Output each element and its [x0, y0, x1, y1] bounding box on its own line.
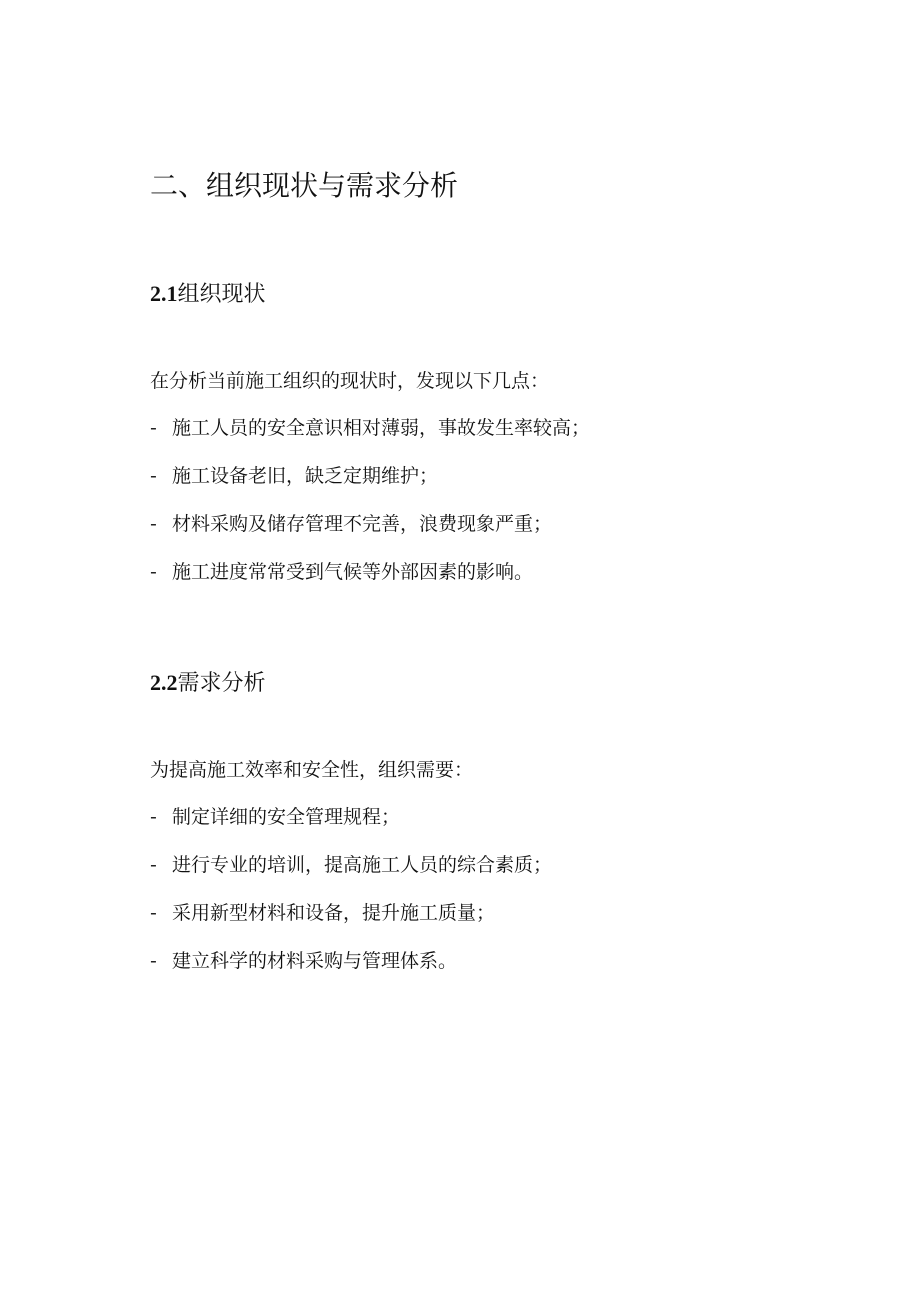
bullet-marker: -: [150, 465, 157, 487]
list-item: [150, 462, 590, 510]
list-item-text: 材料采购及储存管理不完善，浪费现象严重；: [172, 513, 553, 535]
section-heading-2-2: [150, 668, 266, 699]
section-intro: 为提高施工效率和安全性，组织需要：: [150, 759, 474, 781]
bullet-marker: -: [150, 561, 157, 583]
list-item: [150, 899, 552, 947]
list-item-text: 建立科学的材料采购与管理体系。: [172, 950, 458, 972]
status-list: [150, 414, 590, 606]
bullet-marker: -: [150, 950, 157, 972]
list-item-text: 进行专业的培训，提高施工人员的综合素质；: [172, 854, 553, 876]
bullet-marker: -: [150, 806, 157, 828]
list-item-text: 施工人员的安全意识相对薄弱，事故发生率较高；: [172, 417, 591, 439]
section-intro: 在分析当前施工组织的现状时，发现以下几点：: [150, 370, 550, 392]
chapter-title: 二、组织现状与需求分析: [150, 169, 459, 202]
list-item-text: 制定详细的安全管理规程；: [172, 806, 401, 828]
list-item: [150, 947, 552, 995]
needs-list: [150, 803, 552, 995]
list-item-text: 施工进度常常受到气候等外部因素的影响。: [172, 561, 534, 583]
section-heading-2-1: [150, 279, 266, 310]
list-item-text: 施工设备老旧，缺乏定期维护；: [172, 465, 439, 487]
bullet-marker: -: [150, 854, 157, 876]
list-item: [150, 558, 590, 606]
list-item: [150, 803, 552, 851]
bullet-marker: -: [150, 513, 157, 535]
bullet-marker: -: [150, 902, 157, 924]
section-number: 2.2: [150, 670, 178, 695]
list-item-text: 采用新型材料和设备，提升施工质量；: [172, 902, 496, 924]
list-item: [150, 414, 590, 462]
section-number: 2.1: [150, 281, 178, 306]
section-title: 需求分析: [177, 671, 266, 696]
section-title: 组织现状: [177, 282, 266, 307]
bullet-marker: -: [150, 417, 157, 439]
list-item: [150, 851, 552, 899]
list-item: [150, 510, 590, 558]
